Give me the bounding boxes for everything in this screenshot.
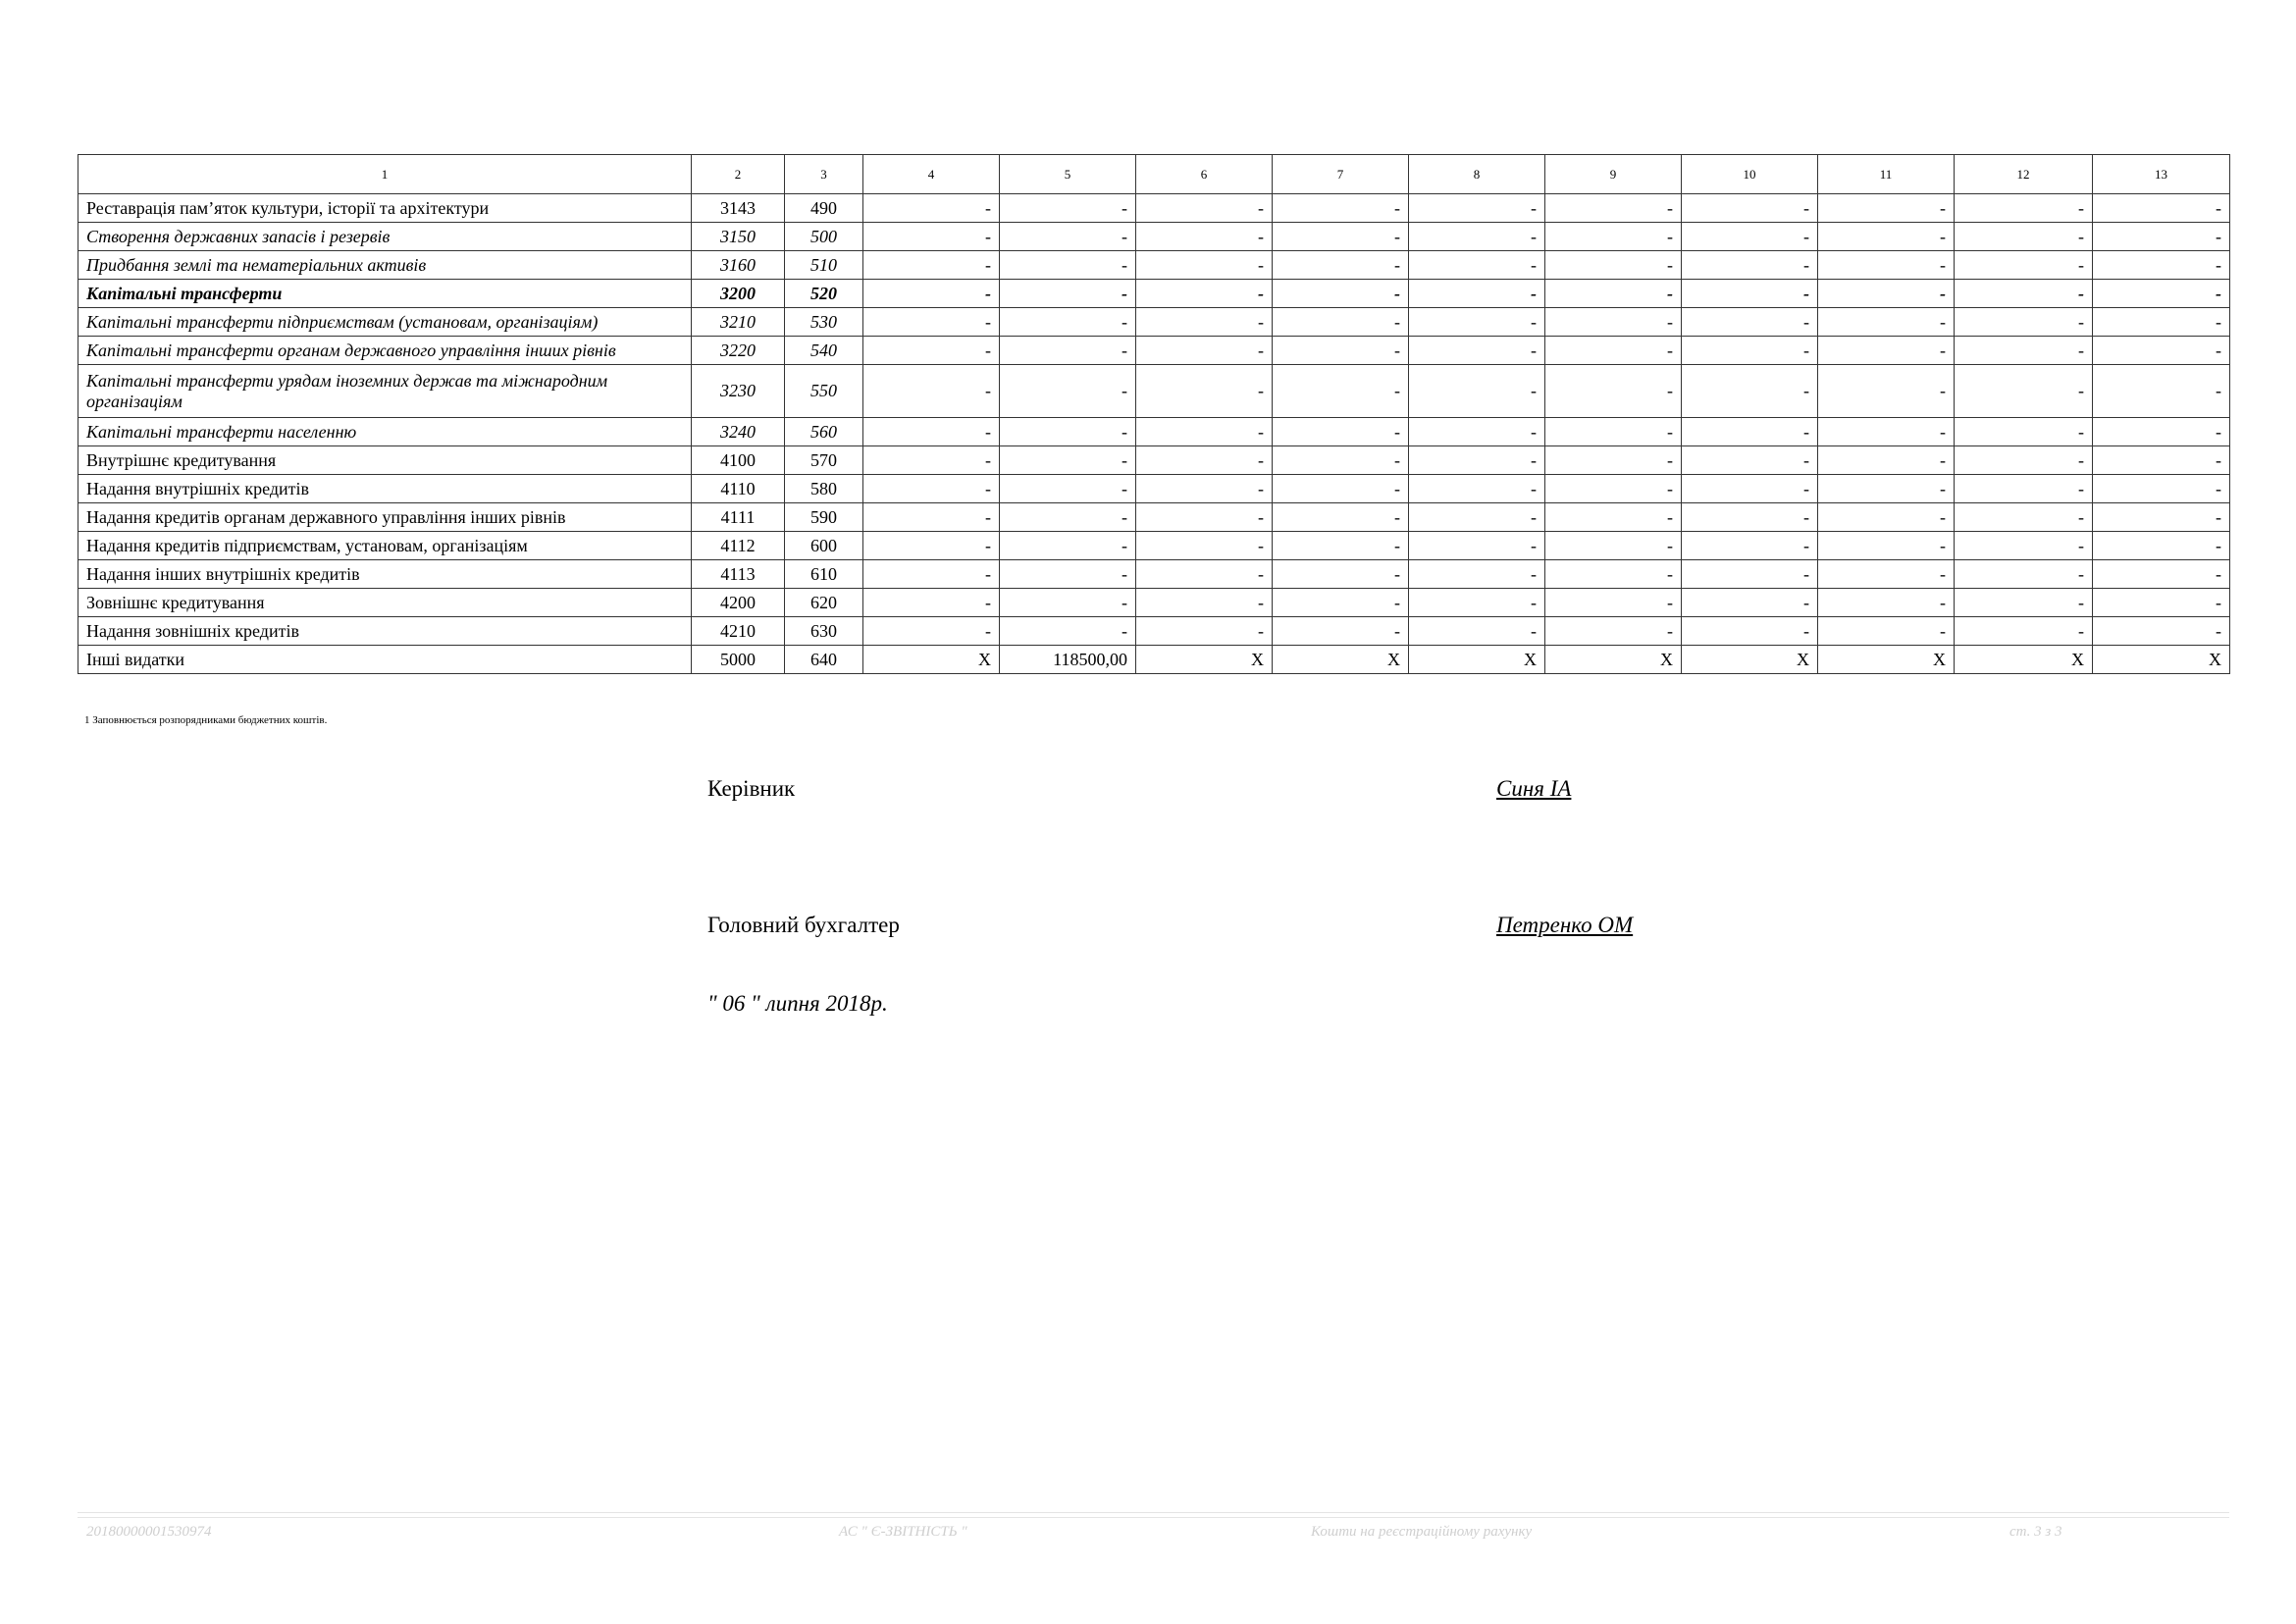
row-label: Створення державних запасів і резервів — [78, 223, 692, 251]
column-header: 9 — [1545, 155, 1682, 194]
column-header: 2 — [692, 155, 785, 194]
row-value: - — [1136, 280, 1273, 308]
row-value: - — [1000, 617, 1136, 646]
row-value: - — [1000, 337, 1136, 365]
row-value: - — [863, 308, 1000, 337]
row-value: X — [1273, 646, 1409, 674]
row-value: - — [863, 337, 1000, 365]
table-header-row — [78, 155, 2230, 194]
row-value: - — [1409, 223, 1545, 251]
row-value: - — [1955, 337, 2093, 365]
row-value: - — [1136, 337, 1273, 365]
row-value: - — [1136, 308, 1273, 337]
row-value: - — [1545, 280, 1682, 308]
row-code: 510 — [785, 251, 863, 280]
row-code: 520 — [785, 280, 863, 308]
row-code: 530 — [785, 308, 863, 337]
row-code: 570 — [785, 446, 863, 475]
head-name: Синя ІА — [1496, 776, 1572, 801]
row-value: - — [1273, 418, 1409, 446]
column-header: 7 — [1273, 155, 1409, 194]
row-code: 610 — [785, 560, 863, 589]
row-value: - — [2093, 251, 2230, 280]
row-value: - — [1682, 475, 1818, 503]
row-label: Капітальні трансферти органам державного управління інших рівнів — [78, 337, 692, 365]
row-value: - — [863, 223, 1000, 251]
row-value: - — [1545, 560, 1682, 589]
row-code: 4100 — [692, 446, 785, 475]
column-header: 13 — [2093, 155, 2230, 194]
row-label: Придбання землі та нематеріальних активів — [78, 251, 692, 280]
table-row — [78, 337, 2230, 365]
row-label: Капітальні трансферти — [78, 280, 692, 308]
column-header: 8 — [1409, 155, 1545, 194]
row-value: - — [1273, 560, 1409, 589]
row-value: - — [1409, 280, 1545, 308]
row-value: - — [863, 503, 1000, 532]
row-value: X — [863, 646, 1000, 674]
row-value: - — [1682, 589, 1818, 617]
table-row — [78, 251, 2230, 280]
row-value: - — [1000, 503, 1136, 532]
row-value: - — [2093, 589, 2230, 617]
column-header: 1 — [78, 155, 692, 194]
row-value: - — [1818, 280, 1955, 308]
row-value: - — [1818, 251, 1955, 280]
table-row — [78, 446, 2230, 475]
row-value: - — [863, 251, 1000, 280]
row-label: Реставрація пам’яток культури, історії та архітектури — [78, 194, 692, 223]
row-value: - — [2093, 280, 2230, 308]
row-code: 4112 — [692, 532, 785, 560]
row-value: - — [1273, 280, 1409, 308]
column-header: 12 — [1955, 155, 2093, 194]
row-value: - — [1955, 194, 2093, 223]
row-value: - — [1955, 589, 2093, 617]
row-value: - — [863, 194, 1000, 223]
row-label: Надання зовнішніх кредитів — [78, 617, 692, 646]
row-value: - — [1000, 223, 1136, 251]
row-value: - — [1273, 503, 1409, 532]
head-label: Керівник — [707, 776, 796, 801]
row-value: - — [863, 475, 1000, 503]
row-value: - — [1273, 617, 1409, 646]
row-value: - — [1273, 194, 1409, 223]
row-value: - — [1955, 418, 2093, 446]
row-code: 3160 — [692, 251, 785, 280]
row-value: - — [1000, 475, 1136, 503]
row-value: - — [1136, 223, 1273, 251]
row-label: Інші видатки — [78, 646, 692, 674]
row-label: Капітальні трансферти урядам іноземних держав та міжнародним організаціям — [78, 365, 692, 418]
row-code: 600 — [785, 532, 863, 560]
row-value: - — [863, 617, 1000, 646]
row-value: - — [1273, 223, 1409, 251]
row-value: - — [1000, 589, 1136, 617]
table-row — [78, 365, 2230, 418]
row-value: - — [1409, 308, 1545, 337]
row-value: - — [1545, 617, 1682, 646]
footer-divider-2 — [78, 1517, 2229, 1518]
row-value: - — [1000, 446, 1136, 475]
row-code: 5000 — [692, 646, 785, 674]
row-code: 640 — [785, 646, 863, 674]
row-value: - — [863, 560, 1000, 589]
table-row — [78, 418, 2230, 446]
row-value: - — [1000, 532, 1136, 560]
row-value: - — [2093, 475, 2230, 503]
row-value: - — [1818, 337, 1955, 365]
row-value: - — [1273, 365, 1409, 418]
row-code: 3150 — [692, 223, 785, 251]
table-row — [78, 532, 2230, 560]
row-value: - — [1136, 418, 1273, 446]
row-value: - — [1273, 308, 1409, 337]
row-value: - — [1955, 560, 2093, 589]
row-value: - — [1545, 532, 1682, 560]
row-value: - — [1682, 418, 1818, 446]
row-code: 3220 — [692, 337, 785, 365]
row-value: - — [1818, 532, 1955, 560]
row-value: - — [1000, 194, 1136, 223]
row-value: - — [1000, 251, 1136, 280]
row-value: - — [1545, 365, 1682, 418]
row-value: - — [1136, 251, 1273, 280]
row-value: - — [1818, 589, 1955, 617]
row-code: 580 — [785, 475, 863, 503]
row-value: - — [2093, 532, 2230, 560]
row-label: Внутрішнє кредитування — [78, 446, 692, 475]
row-code: 500 — [785, 223, 863, 251]
row-value: - — [2093, 560, 2230, 589]
row-value: - — [1273, 251, 1409, 280]
expenditure-table — [78, 154, 2230, 674]
row-code: 4110 — [692, 475, 785, 503]
row-value: - — [1409, 251, 1545, 280]
row-value: - — [1409, 560, 1545, 589]
row-value: - — [1818, 308, 1955, 337]
row-value: - — [1409, 532, 1545, 560]
row-value: X — [1409, 646, 1545, 674]
row-value: - — [1273, 337, 1409, 365]
row-value: - — [1409, 475, 1545, 503]
table-row — [78, 223, 2230, 251]
row-code: 3240 — [692, 418, 785, 446]
row-value: - — [1545, 503, 1682, 532]
row-value: - — [863, 418, 1000, 446]
row-value: - — [1545, 223, 1682, 251]
row-value: - — [1545, 194, 1682, 223]
row-value: - — [1682, 560, 1818, 589]
row-code: 4113 — [692, 560, 785, 589]
row-value: - — [2093, 503, 2230, 532]
row-label: Надання інших внутрішніх кредитів — [78, 560, 692, 589]
row-value: - — [2093, 365, 2230, 418]
row-code: 3143 — [692, 194, 785, 223]
row-code: 4111 — [692, 503, 785, 532]
row-value: - — [1682, 194, 1818, 223]
row-value: - — [1955, 308, 2093, 337]
row-value: - — [2093, 418, 2230, 446]
footer-doc-id: 20180000001530974 — [86, 1524, 212, 1540]
row-value: - — [1273, 446, 1409, 475]
row-value: - — [1000, 308, 1136, 337]
footer-form-title: Кошти на реєстраційному рахунку — [1311, 1524, 1533, 1540]
row-value: 118500,00 — [1000, 646, 1136, 674]
row-code: 3210 — [692, 308, 785, 337]
row-value: - — [2093, 337, 2230, 365]
row-code: 3200 — [692, 280, 785, 308]
row-value: - — [1136, 589, 1273, 617]
row-value: - — [1955, 446, 2093, 475]
table-row — [78, 646, 2230, 674]
row-value: - — [863, 446, 1000, 475]
row-code: 620 — [785, 589, 863, 617]
row-value: - — [2093, 194, 2230, 223]
row-value: - — [1136, 475, 1273, 503]
table-row — [78, 617, 2230, 646]
row-value: - — [1682, 503, 1818, 532]
table-row — [78, 589, 2230, 617]
row-value: - — [1682, 308, 1818, 337]
row-value: - — [1818, 418, 1955, 446]
report-date: " 06 " липня 2018р. — [707, 991, 888, 1016]
row-code: 540 — [785, 337, 863, 365]
footer-divider — [78, 1512, 2229, 1513]
row-value: X — [1545, 646, 1682, 674]
row-value: - — [1818, 223, 1955, 251]
row-value: X — [1682, 646, 1818, 674]
table-row — [78, 560, 2230, 589]
row-value: - — [1682, 446, 1818, 475]
row-value: - — [1955, 617, 2093, 646]
row-label: Надання внутрішніх кредитів — [78, 475, 692, 503]
row-value: - — [1409, 503, 1545, 532]
table-row — [78, 475, 2230, 503]
row-value: X — [1818, 646, 1955, 674]
row-code: 630 — [785, 617, 863, 646]
table-row — [78, 194, 2230, 223]
row-value: - — [2093, 617, 2230, 646]
row-value: - — [1000, 365, 1136, 418]
row-value: - — [1136, 617, 1273, 646]
column-header: 3 — [785, 155, 863, 194]
row-value: - — [1136, 560, 1273, 589]
row-value: - — [1682, 251, 1818, 280]
row-value: - — [1682, 280, 1818, 308]
row-label: Надання кредитів підприємствам, установам, організаціям — [78, 532, 692, 560]
row-value: X — [2093, 646, 2230, 674]
column-header: 6 — [1136, 155, 1273, 194]
row-value: - — [863, 532, 1000, 560]
row-value: - — [1545, 418, 1682, 446]
column-header: 5 — [1000, 155, 1136, 194]
row-value: - — [1818, 365, 1955, 418]
row-value: - — [1682, 365, 1818, 418]
column-header: 11 — [1818, 155, 1955, 194]
row-value: - — [1818, 503, 1955, 532]
row-value: - — [1955, 532, 2093, 560]
row-value: - — [1545, 589, 1682, 617]
row-value: - — [1955, 365, 2093, 418]
row-value: - — [863, 280, 1000, 308]
row-code: 550 — [785, 365, 863, 418]
row-value: - — [1409, 617, 1545, 646]
row-value: - — [1955, 475, 2093, 503]
row-value: - — [1273, 475, 1409, 503]
row-value: - — [863, 589, 1000, 617]
row-code: 4210 — [692, 617, 785, 646]
row-value: - — [1409, 418, 1545, 446]
row-code: 490 — [785, 194, 863, 223]
row-value: - — [1545, 475, 1682, 503]
row-value: - — [1955, 223, 2093, 251]
row-value: - — [1545, 337, 1682, 365]
row-value: - — [1409, 365, 1545, 418]
footnote: 1 Заповнюється розпорядниками бюджетних коштів. — [84, 714, 328, 726]
accountant-label: Головний бухгалтер — [707, 913, 900, 937]
row-value: - — [1409, 194, 1545, 223]
footer-system: АС " Є-ЗВІТНІСТЬ " — [839, 1524, 967, 1540]
row-value: X — [1955, 646, 2093, 674]
accountant-name: Петренко ОМ — [1496, 913, 1634, 937]
row-value: - — [1136, 532, 1273, 560]
row-value: - — [1818, 475, 1955, 503]
row-label: Надання кредитів органам державного управління інших рівнів — [78, 503, 692, 532]
row-value: - — [1409, 446, 1545, 475]
column-header: 4 — [863, 155, 1000, 194]
row-value: - — [1273, 532, 1409, 560]
row-value: - — [2093, 223, 2230, 251]
row-value: - — [863, 365, 1000, 418]
row-value: - — [1000, 418, 1136, 446]
row-value: - — [1545, 308, 1682, 337]
footer-page: ст. 3 з 3 — [2009, 1524, 2062, 1540]
row-value: - — [1000, 280, 1136, 308]
row-value: - — [1136, 365, 1273, 418]
row-value: - — [1682, 337, 1818, 365]
table-row — [78, 308, 2230, 337]
row-value: - — [1955, 280, 2093, 308]
row-value: - — [1682, 617, 1818, 646]
row-code: 3230 — [692, 365, 785, 418]
row-code: 590 — [785, 503, 863, 532]
table-row — [78, 280, 2230, 308]
row-value: - — [1545, 251, 1682, 280]
row-value: - — [1818, 194, 1955, 223]
row-value: - — [1818, 617, 1955, 646]
row-value: - — [1818, 560, 1955, 589]
row-value: - — [1136, 194, 1273, 223]
table-row — [78, 503, 2230, 532]
row-value: - — [1136, 503, 1273, 532]
row-code: 560 — [785, 418, 863, 446]
row-value: - — [1955, 251, 2093, 280]
row-value: X — [1136, 646, 1273, 674]
row-label: Капітальні трансферти населенню — [78, 418, 692, 446]
row-value: - — [2093, 308, 2230, 337]
row-label: Капітальні трансферти підприємствам (установам, організаціям) — [78, 308, 692, 337]
row-value: - — [1955, 503, 2093, 532]
row-value: - — [2093, 446, 2230, 475]
row-value: - — [1409, 337, 1545, 365]
row-value: - — [1273, 589, 1409, 617]
row-value: - — [1545, 446, 1682, 475]
row-code: 4200 — [692, 589, 785, 617]
row-label: Зовнішнє кредитування — [78, 589, 692, 617]
row-value: - — [1682, 532, 1818, 560]
row-value: - — [1000, 560, 1136, 589]
row-value: - — [1409, 589, 1545, 617]
row-value: - — [1818, 446, 1955, 475]
column-header: 10 — [1682, 155, 1818, 194]
row-value: - — [1136, 446, 1273, 475]
row-value: - — [1682, 223, 1818, 251]
